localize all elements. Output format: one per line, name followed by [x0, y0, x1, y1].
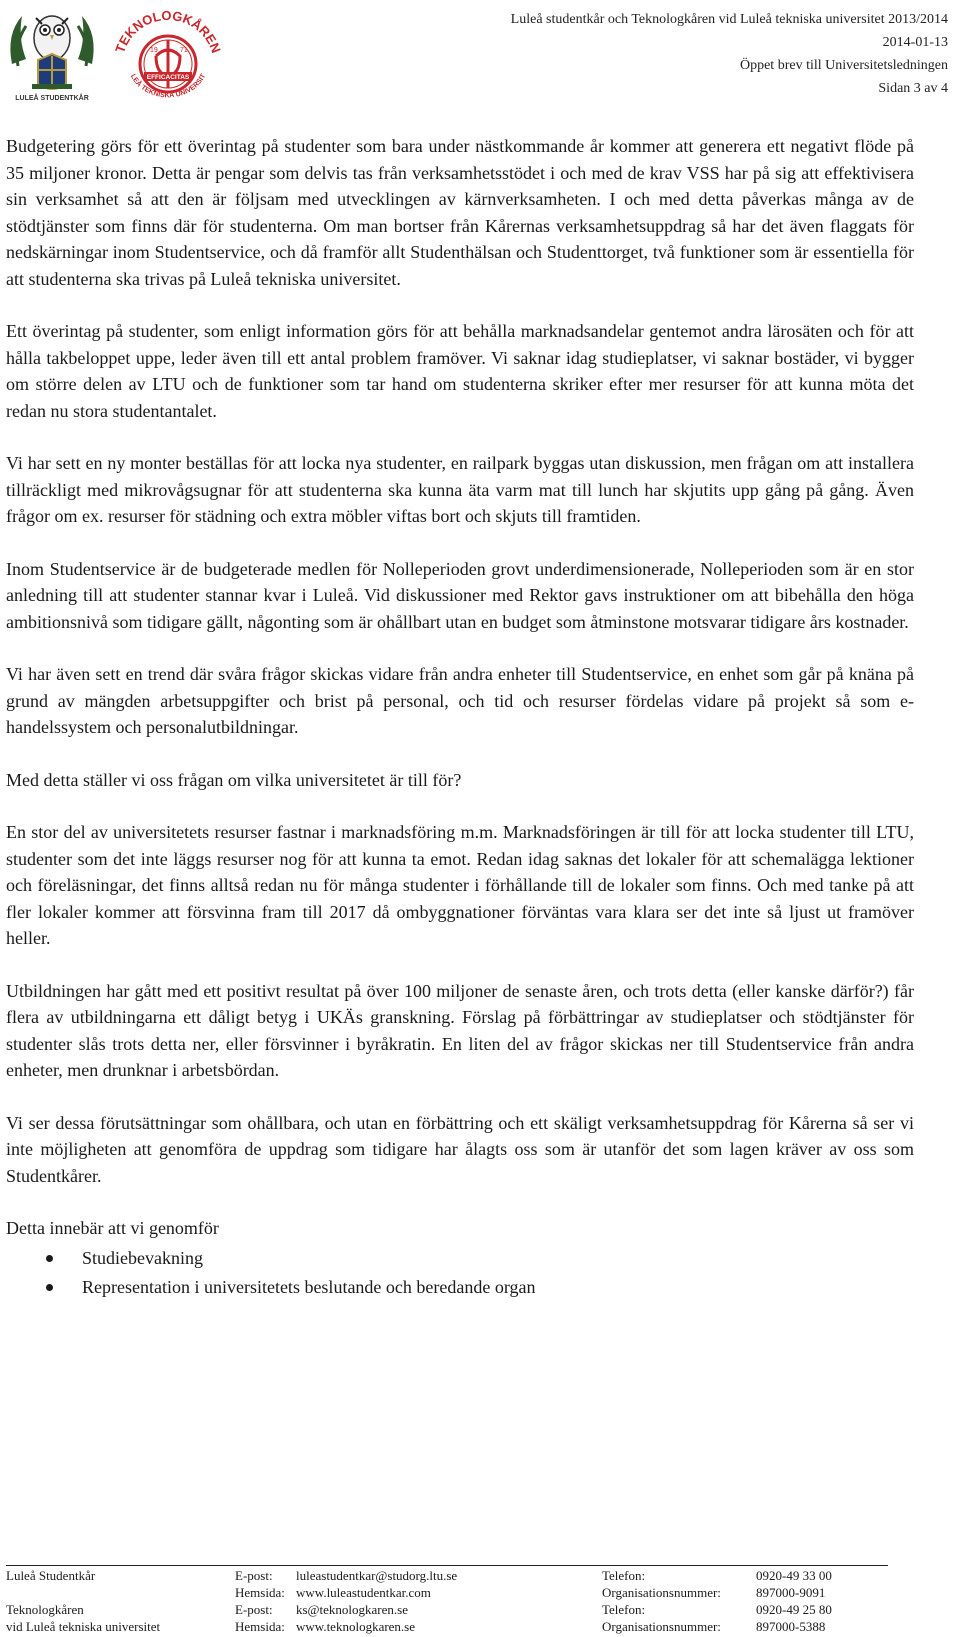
paragraph: Utbildningen har gått med ett positivt resultat på över 100 miljoner de senaste åren, och trots detta (eller kanske därför?) får flera av utbildningarna ett dåligt betyg i UKÄs granskning. Förslag på förbättringar av studieplatser och stödtjänster för studenter slås trots detta ner, eller försvinner i byråkratin. En liten del av frågor skickas ner till Studentservice från andra enheter, men drunknar i arbetsbördan.: [6, 980, 914, 1080]
footer-org: Teknologkåren: [6, 1602, 84, 1617]
list-item: [6, 1244, 914, 1273]
footer-label: Telefon:: [602, 1568, 646, 1583]
footer-value: 0920-49 25 80: [756, 1602, 832, 1617]
paragraph: Med detta ställer vi oss frågan om vilka universitetet är till för?: [6, 769, 462, 790]
list-item-text: Representation i universitetets beslutande och beredande organ: [82, 1276, 536, 1297]
footer-value: 897000-9091: [756, 1585, 826, 1600]
teknologkaren-logo-ring: LEÅ TEKNISKA UNIVERSIT: [128, 73, 208, 100]
footer-email-link[interactable]: ks@teknologkaren.se: [296, 1602, 408, 1617]
lulea-studentkar-logo: [10, 16, 93, 102]
header-logos: [4, 4, 224, 104]
footer-label: Telefon:: [602, 1602, 646, 1617]
list-item-text: Studiebevakning: [82, 1247, 203, 1268]
logos-svg: [4, 4, 224, 104]
footer-row: [6, 1618, 906, 1635]
letter-body: [6, 133, 914, 1302]
logo-year-right: 71: [180, 47, 188, 54]
footer-org: vid Luleå tekniska universitet: [6, 1619, 161, 1634]
footer-website-link[interactable]: www.luleastudentkar.com: [296, 1585, 431, 1600]
footer-row: [6, 1584, 906, 1601]
paragraph: Detta innebär att vi genomför: [6, 1218, 219, 1238]
paragraph: Inom Studentservice är de budgeterade medlen för Nolleperioden grovt underdimensionerade, Nolleperioden som är en stor anledning till att studenter stannar kvar i Luleå. Vid diskussioner med Rektor gavs instruktioner om att bibehålla den höga ambitionsnivå som tidigare gällt, någonting som är ohållbart utan en budget som åtminstone motsvarar tidigare års kostnader.: [6, 558, 914, 632]
footer-org: Luleå Studentkår: [6, 1568, 96, 1583]
teknologkaren-logo-title: TEKNOLOGKÅREN: [112, 7, 224, 55]
bullet-icon: [46, 1284, 53, 1291]
footer-email-link[interactable]: luleastudentkar@studorg.ltu.se: [296, 1568, 458, 1583]
bullet-list: [6, 1244, 914, 1302]
paragraph: Vi har även sett en trend där svåra frågor skickas vidare från andra enheter till Studentservice, en enhet som går på knäna på grund av mängden arbetsuppgifter och brist på personal, och tid och resurser fördelas vidare på projekt så som e-handelssystem och personalutbildningar.: [6, 664, 914, 737]
page-number: Sidan 3 av 4: [878, 81, 948, 96]
document-header: [511, 8, 948, 100]
footer-label: Organisationsnummer:: [602, 1585, 721, 1600]
header-organisations: Luleå studentkår och Teknologkåren vid Luleå tekniska universitet 2013/2014: [510, 12, 948, 27]
document-footer: [6, 1567, 906, 1635]
paragraph: Vi har sett en ny monter beställas för att locka nya studenter, en railpark byggas utan diskussion, men frågan om att installera tillräckligt med mikrovågsugnar för att studenterna ska kunna äta varm mat till lunch har skjutits upp gång på gång. Även frågor om ex. resurser för städning och extra möbler viftas bort och skjuts till framtiden.: [6, 453, 914, 526]
list-item: [6, 1273, 914, 1302]
header-date: 2014-01-13: [882, 35, 948, 50]
bullet-icon: [46, 1255, 53, 1262]
footer-value: 897000-5388: [756, 1619, 826, 1634]
header-subject: Öppet brev till Universitetsledningen: [739, 58, 948, 73]
footer-label: Organisationsnummer:: [602, 1619, 721, 1634]
footer-label: Hemsida:: [235, 1585, 285, 1600]
footer-website-link[interactable]: www.teknologkaren.se: [296, 1619, 416, 1634]
footer-label: Hemsida:: [235, 1619, 285, 1634]
footer-label: E-post:: [235, 1602, 273, 1617]
footer-value: 0920-49 33 00: [756, 1568, 832, 1583]
footer-row: [6, 1601, 906, 1618]
footer-label: E-post:: [235, 1568, 273, 1583]
logo-banner-text: EFFICACITAS: [146, 74, 190, 81]
paragraph: Budgetering görs för ett överintag på studenter som bara under nästkommande år kommer att generera ett negativt flöde på 35 miljoner kronor. Detta är pengar som delvis tas från verksamhetsstödet i och med de krav VSS har på sig att effektivisera sin verksamhet så att den är följsam med utvecklingen av kärnverksamheten. I och med detta påverkas många av de stödtjänster som finns där för studenterna. Om man bortser från Kårernas verksamhetsuppdrag så har det även flaggats för nedskärningar inom Studentservice, och då framför allt Studenthälsan och Studenttorget, två funktioner som är essentiella för att studenterna ska trivas på Luleå tekniska universitet.: [6, 136, 914, 289]
paragraph: Vi ser dessa förutsättningar som ohållbara, och utan en förbättring och ett skäligt verksamhetsuppdrag för Kårerna så ser vi inte möjligheten att genomföra de uppdrag som tidigare har ålagts oss som är utanför det som lagen kräver av oss som Studentkårer.: [6, 1112, 914, 1186]
paragraph: Ett överintag på studenter, som enligt information görs för att behålla marknadsandelar gentemot andra lärosäten och för att hålla takbeloppet uppe, leder även till ett antal problem framöver. Vi saknar idag studieplatser, vi saknar bostäder, vi bygger om större delen av LTU och de funktioner som tar hand om studenterna skriker efter mer resurser för att kunna möta det redan nu stora studentantalet.: [6, 321, 914, 421]
paragraph: En stor del av universitetets resurser fastnar i marknadsföring m.m. Marknadsföringen är till för att locka studenter till LTU, studenter som det inte läggs resurser nog för att kunna ta emot. Redan idag saknas det lokaler för att schemalägga lektioner och föreläsningar, det finns alltså redan nu för många studenter i förhållande till de lokaler som finns. Och med tanke på att fler lokaler kommer att försvinna fram till 2017 då ombyggnationer förväntas vara klara ser det inte så ljust ut framöver heller.: [6, 822, 914, 948]
footer-divider: [6, 1565, 888, 1566]
logo-year-left: 19: [150, 47, 158, 54]
footer-row: [6, 1567, 906, 1584]
lulea-logo-caption: LULEÅ STUDENTKÅR: [15, 95, 89, 102]
